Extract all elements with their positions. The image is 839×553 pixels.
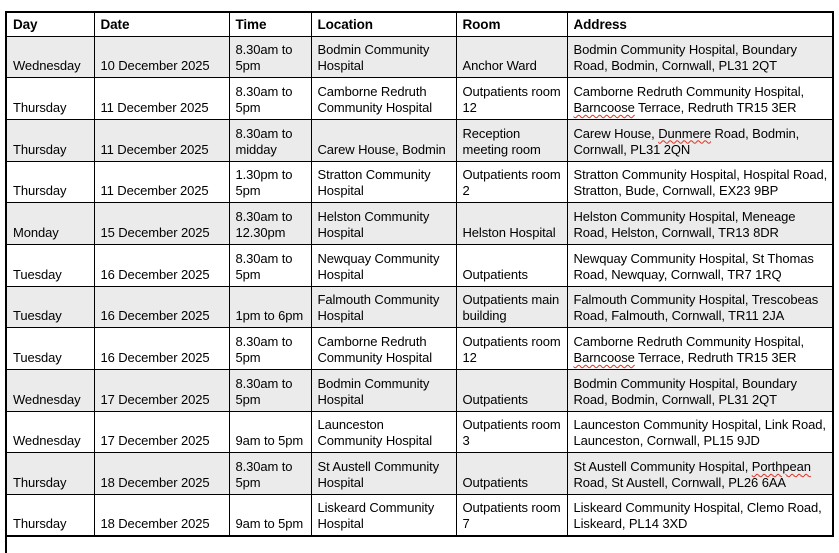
cell-date: 15 December 2025 [94, 203, 229, 245]
table-row [6, 244, 833, 286]
schedule-table-body [6, 36, 833, 536]
cell-time: 9am to 5pm [229, 495, 311, 537]
cell-date: 18 December 2025 [94, 453, 229, 495]
cell-address: Launceston Community Hospital, Link Road, Launceston, Cornwall, PL15 9JD [567, 411, 833, 453]
cell-room: Outpatients room 12 [456, 78, 567, 120]
table-row [6, 370, 833, 412]
cell-time: 8.30am to 5pm [229, 328, 311, 370]
cell-room: Outpatients room 2 [456, 161, 567, 203]
cell-date: 11 December 2025 [94, 119, 229, 161]
cell-address: Carew House, Dunmere Road, Bodmin, Cornwall, PL31 2QN [567, 119, 833, 161]
table-row [6, 328, 833, 370]
cell-location: Stratton Community Hospital [311, 161, 456, 203]
next-row-cutoff [5, 537, 834, 553]
table-row [6, 119, 833, 161]
cell-day: Wednesday [6, 411, 94, 453]
cell-location: Carew House, Bodmin [311, 119, 456, 161]
cell-date: 11 December 2025 [94, 78, 229, 120]
cell-address: Liskeard Community Hospital, Clemo Road, Liskeard, PL14 3XD [567, 495, 833, 537]
cell-address: St Austell Community Hospital, Porthpean Road, St Austell, Cornwall, PL26 6AA [567, 453, 833, 495]
cell-day: Thursday [6, 78, 94, 120]
schedule-table [5, 11, 834, 537]
cell-date: 16 December 2025 [94, 328, 229, 370]
cell-address: Bodmin Community Hospital, Boundary Road, Bodmin, Cornwall, PL31 2QT [567, 370, 833, 412]
cell-time: 8.30am to 5pm [229, 370, 311, 412]
column-header-room: Room [456, 12, 567, 36]
cell-location: Helston Community Hospital [311, 203, 456, 245]
cell-room: Outpatients main building [456, 286, 567, 328]
cell-room: Anchor Ward [456, 36, 567, 78]
cell-location: Newquay Community Hospital [311, 244, 456, 286]
cell-room: Outpatients [456, 370, 567, 412]
cell-day: Thursday [6, 161, 94, 203]
spellcheck-underline: Dunmere [658, 125, 711, 141]
cell-room: Outpatients [456, 453, 567, 495]
cell-time: 8.30am to midday [229, 119, 311, 161]
cell-location: Bodmin Community Hospital [311, 370, 456, 412]
cell-time: 9am to 5pm [229, 411, 311, 453]
cell-day: Tuesday [6, 244, 94, 286]
cell-address: Newquay Community Hospital, St Thomas Road, Newquay, Cornwall, TR7 1RQ [567, 244, 833, 286]
cell-day: Tuesday [6, 286, 94, 328]
spellcheck-underline: Barncoose [573, 99, 635, 115]
column-header-time: Time [229, 12, 311, 36]
cell-date: 17 December 2025 [94, 370, 229, 412]
cell-location: St Austell Community Hospital [311, 453, 456, 495]
cell-address: Camborne Redruth Community Hospital, Barncoose Terrace, Redruth TR15 3ER [567, 78, 833, 120]
cell-room: Outpatients room 3 [456, 411, 567, 453]
column-header-address: Address [567, 12, 833, 36]
table-row [6, 453, 833, 495]
cell-date: 16 December 2025 [94, 244, 229, 286]
cell-time: 1.30pm to 5pm [229, 161, 311, 203]
spellcheck-underline: Barncoose [573, 350, 635, 365]
column-header-location: Location [311, 12, 456, 36]
cell-day: Thursday [6, 453, 94, 495]
cell-address: Helston Community Hospital, Meneage Road, Helston, Cornwall, TR13 8DR [567, 203, 833, 245]
cell-day: Thursday [6, 495, 94, 537]
table-row [6, 495, 833, 537]
cell-date: 10 December 2025 [94, 36, 229, 78]
cell-location: Falmouth Community Hospital [311, 286, 456, 328]
cell-date: 16 December 2025 [94, 286, 229, 328]
cell-day: Tuesday [6, 328, 94, 370]
cell-time: 8.30am to 5pm [229, 453, 311, 495]
cell-room: Outpatients room 12 [456, 328, 567, 370]
table-header [6, 12, 833, 36]
table-row [6, 286, 833, 328]
cell-time: 8.30am to 5pm [229, 36, 311, 78]
column-header-day: Day [6, 12, 94, 36]
cell-day: Monday [6, 203, 94, 245]
column-header-date: Date [94, 12, 229, 36]
cell-date: 18 December 2025 [94, 495, 229, 537]
table-row [6, 161, 833, 203]
header-row [6, 12, 833, 36]
cell-room: Outpatients [456, 244, 567, 286]
cell-location: Bodmin Community Hospital [311, 36, 456, 78]
cell-address: Bodmin Community Hospital, Boundary Road, Bodmin, Cornwall, PL31 2QT [567, 36, 833, 78]
table-row [6, 78, 833, 120]
cell-room: Reception meeting room [456, 119, 567, 161]
cell-location: Camborne Redruth Community Hospital [311, 78, 456, 120]
cell-time: 1pm to 6pm [229, 286, 311, 328]
cell-time: 8.30am to 5pm [229, 78, 311, 120]
cell-time: 8.30am to 12.30pm [229, 203, 311, 245]
cell-address: Stratton Community Hospital, Hospital Road, Stratton, Bude, Cornwall, EX23 9BP [567, 161, 833, 203]
cell-address: Falmouth Community Hospital, Trescobeas Road, Falmouth, Cornwall, TR11 2JA [567, 286, 833, 328]
table-row [6, 36, 833, 78]
cell-day: Wednesday [6, 36, 94, 78]
spellcheck-underline: Porthpean [751, 459, 811, 475]
table-row [6, 411, 833, 453]
cell-date: 11 December 2025 [94, 161, 229, 203]
cell-room: Outpatients room 7 [456, 495, 567, 537]
cell-location: Launceston Community Hospital [311, 411, 456, 453]
cell-address: Camborne Redruth Community Hospital, Barncoose Terrace, Redruth TR15 3ER [567, 328, 833, 370]
cell-date: 17 December 2025 [94, 411, 229, 453]
cell-day: Thursday [6, 119, 94, 161]
cell-location: Liskeard Community Hospital [311, 495, 456, 537]
cell-time: 8.30am to 5pm [229, 244, 311, 286]
table-row [6, 203, 833, 245]
cell-day: Wednesday [6, 370, 94, 412]
cell-room: Helston Hospital [456, 203, 567, 245]
cell-location: Camborne Redruth Community Hospital [311, 328, 456, 370]
